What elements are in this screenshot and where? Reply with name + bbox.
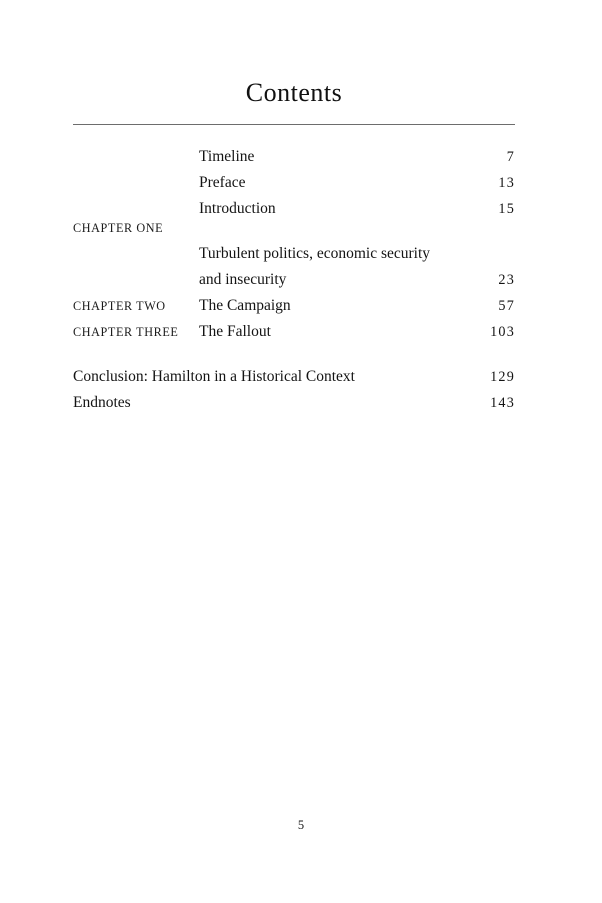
toc-entry-page: 129 (490, 369, 515, 385)
toc-entry-page: 143 (490, 395, 515, 411)
toc-entry-title: The Campaign (199, 297, 291, 314)
toc-entry-endnotes[interactable] (73, 390, 515, 416)
page-folio: 5 (297, 818, 305, 832)
toc-entry-page: 23 (498, 272, 515, 288)
toc-entry-title: The Fallout (199, 323, 271, 340)
toc-entry-label: CHAPTER TWO (73, 299, 166, 313)
toc-entry-conclusion[interactable] (73, 364, 515, 390)
toc-entry-title-line1: Turbulent politics, economic security (199, 245, 431, 262)
toc-entry[interactable] (73, 170, 515, 196)
toc-entry-chapter-two[interactable] (73, 293, 515, 319)
toc-entry-title-line2: and insecurity (199, 271, 287, 288)
toc-entry-page: 103 (490, 324, 515, 340)
toc-entry-title: Introduction (199, 200, 276, 217)
toc-entry-title: Conclusion: Hamilton in a Historical Context (73, 368, 355, 385)
toc-entry-page: 7 (506, 149, 515, 165)
toc-entry-title (199, 241, 469, 293)
toc-entry-chapter-three[interactable] (73, 319, 515, 345)
toc-entry-label: CHAPTER ONE (73, 221, 164, 235)
toc-entry-page: 57 (498, 298, 515, 314)
toc-entry-label: CHAPTER THREE (73, 325, 179, 339)
contents-block (73, 0, 515, 416)
toc-entry-title: Endnotes (73, 394, 131, 411)
toc-entry-title: Timeline (199, 148, 255, 165)
page-title: Contents (245, 78, 343, 107)
toc-entry-title: Preface (199, 174, 246, 191)
toc-entry-page: 15 (498, 201, 515, 217)
toc-entry-chapter-one[interactable] (73, 221, 515, 293)
table-of-contents-list (73, 144, 515, 416)
title-divider (73, 124, 515, 125)
toc-entry[interactable] (73, 144, 515, 170)
toc-entry-page: 13 (498, 175, 515, 191)
